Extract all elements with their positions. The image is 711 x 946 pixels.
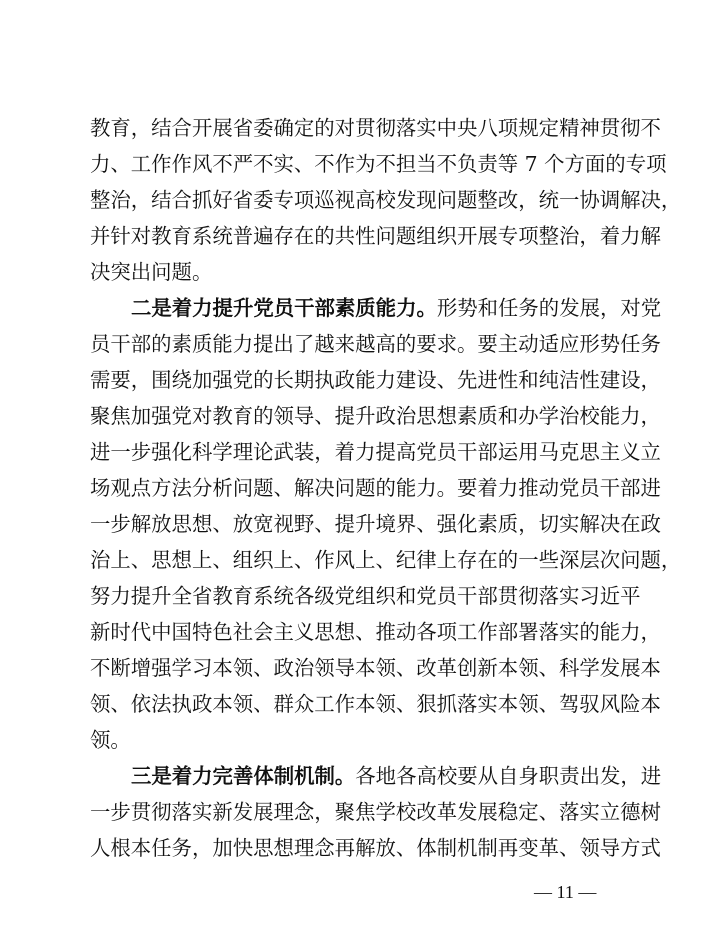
text-line: 并针对教育系统普遍存在的共性问题组织开展专项整治，着力解 <box>90 224 661 248</box>
text-line: 努力提升全省教育系统各级党组织和党员干部贯彻落实习近平 <box>90 584 641 608</box>
paragraph-heading: 二是着力提升党员干部素质能力。 <box>131 296 437 320</box>
text-line: 领。 <box>90 728 131 752</box>
page-number: — 11 — <box>534 882 597 902</box>
text-line: 需要，围绕加强党的长期执政能力建设、先进性和纯洁性建设， <box>90 368 661 392</box>
text-line: 进一步强化科学理论武装，着力提高党员干部运用马克思主义立 <box>90 440 661 464</box>
paragraph-first-line-text: 形势和任务的发展，对党 <box>436 296 662 320</box>
text-line: 教育，结合开展省委确定的对贯彻落实中央八项规定精神贯彻不 <box>90 116 661 140</box>
paragraph-first-line-text: 各地各高校要从自身职责出发，进 <box>355 764 662 788</box>
text-line: 聚焦加强党对教育的领导、提升政治思想素质和办学治校能力， <box>90 404 661 428</box>
text-line: 不断增强学习本领、政治领导本领、改革创新本领、科学发展本 <box>90 656 661 680</box>
text-line: 一步解放思想、放宽视野、提升境界、强化素质，切实解决在政 <box>90 512 661 536</box>
paragraph-heading: 三是着力完善体制机制。 <box>131 764 356 788</box>
text-line: 场观点方法分析问题、解决问题的能力。要着力推动党员干部进 <box>90 476 661 500</box>
text-line: 治上、思想上、组织上、作风上、纪律上存在的一些深层次问题， <box>90 548 682 572</box>
paragraph-first-line <box>131 758 662 794</box>
text-line: 人根本任务，加快思想理念再解放、体制机制再变革、领导方式 <box>90 836 661 860</box>
text-line: 力、工作作风不严不实、不作为不担当不负责等 7 个方面的专项 <box>90 152 667 176</box>
text-line: 新时代中国特色社会主义思想、推动各项工作部署落实的能力， <box>90 620 661 644</box>
text-line: 员干部的素质能力提出了越来越高的要求。要主动适应形势任务 <box>90 332 661 356</box>
text-line: 决突出问题。 <box>90 260 213 284</box>
paragraph-first-line <box>131 290 662 326</box>
text-line: 整治，结合抓好省委专项巡视高校发现问题整改，统一协调解决， <box>90 188 682 212</box>
text-line: 一步贯彻落实新发展理念，聚焦学校改革发展稳定、落实立德树 <box>90 800 661 824</box>
text-line: 领、依法执政本领、群众工作本领、狠抓落实本领、驾驭风险本 <box>90 692 661 716</box>
